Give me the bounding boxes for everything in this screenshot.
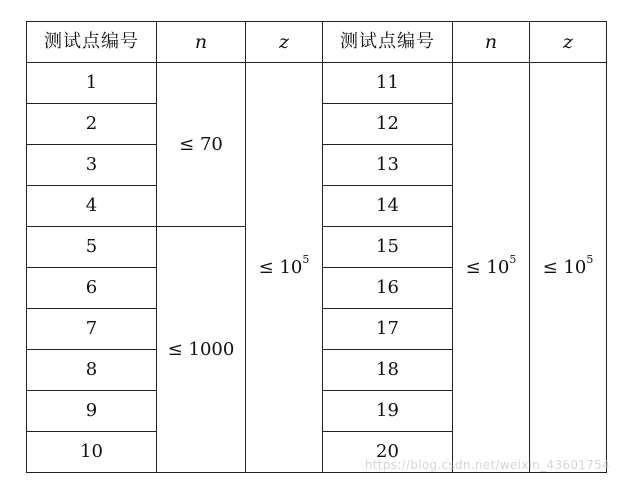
- header-z-right: z: [530, 22, 607, 63]
- n-limit-value: 70: [199, 133, 223, 155]
- test-point-id-cell: 12: [323, 104, 453, 145]
- header-test-point-id-right: 测试点编号: [323, 22, 453, 63]
- le-symbol: ≤: [258, 256, 274, 278]
- le-symbol: ≤: [542, 256, 558, 278]
- z-limit-right: [530, 63, 607, 473]
- test-point-id-cell: 2: [27, 104, 157, 145]
- test-point-id-cell: 10: [27, 432, 157, 473]
- test-point-id-cell: 13: [323, 145, 453, 186]
- n-limit-base: 10: [486, 256, 510, 278]
- table-row: [27, 63, 607, 104]
- z-limit-exponent: 5: [302, 252, 310, 266]
- test-point-id-cell: 8: [27, 350, 157, 391]
- test-point-id-cell: 3: [27, 145, 157, 186]
- z-limit-left: [246, 63, 323, 473]
- le-symbol: ≤: [179, 133, 195, 155]
- test-point-id-cell: 17: [323, 309, 453, 350]
- header-test-point-id-left: 测试点编号: [27, 22, 157, 63]
- test-point-id-cell: 5: [27, 227, 157, 268]
- test-point-id-cell: 15: [323, 227, 453, 268]
- watermark: https://blog.csdn.net/weixin_43601754: [364, 458, 610, 472]
- header-z-left: z: [246, 22, 323, 63]
- test-point-id-cell: 11: [323, 63, 453, 104]
- test-point-id-cell: 18: [323, 350, 453, 391]
- test-point-id-cell: 14: [323, 186, 453, 227]
- header-n-right: n: [453, 22, 530, 63]
- test-point-id-cell: 19: [323, 391, 453, 432]
- n-limit-group-2: [157, 227, 246, 473]
- le-symbol: ≤: [465, 256, 481, 278]
- header-n-left: n: [157, 22, 246, 63]
- test-point-id-cell: 7: [27, 309, 157, 350]
- test-point-id-cell: 16: [323, 268, 453, 309]
- n-limit-value: 1000: [188, 338, 235, 360]
- test-point-id-cell: 4: [27, 186, 157, 227]
- le-symbol: ≤: [167, 338, 183, 360]
- n-limit-group-1: [157, 63, 246, 227]
- z-limit-base: 10: [279, 256, 303, 278]
- z-limit-base: 10: [563, 256, 587, 278]
- test-point-id-cell: 1: [27, 63, 157, 104]
- test-points-table: [26, 21, 607, 473]
- test-point-id-cell: 20: [323, 432, 453, 473]
- n-limit-exponent: 5: [509, 252, 517, 266]
- data-table-container: [26, 21, 607, 473]
- header-row: [27, 22, 607, 63]
- n-limit-right: [453, 63, 530, 473]
- z-limit-exponent: 5: [586, 252, 594, 266]
- test-point-id-cell: 6: [27, 268, 157, 309]
- test-point-id-cell: 9: [27, 391, 157, 432]
